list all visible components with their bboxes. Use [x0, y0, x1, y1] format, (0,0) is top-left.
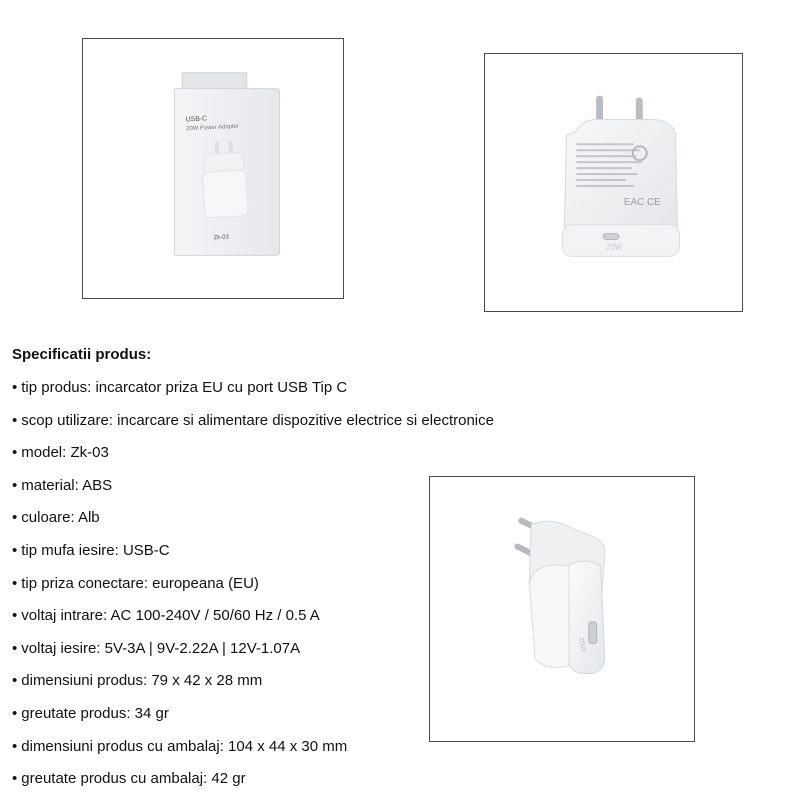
specs-title: Specificatii produs:	[12, 346, 152, 363]
bullet-icon: •	[12, 639, 18, 657]
bullet-icon: •	[12, 411, 18, 429]
bullet-icon: •	[12, 737, 18, 755]
spec-item-input-voltage: • voltaj intrare: AC 100-240V / 50/60 Hz / 0.5 A	[12, 607, 320, 625]
spec-item-usage: • scop utilizare: incarcare si alimentare dispozitive electrice si electronice	[12, 411, 494, 429]
spec-item-package-dimensions: • dimensiuni produs cu ambalaj: 104 x 44 x 30 mm	[12, 737, 348, 755]
bullet-icon: •	[12, 509, 18, 527]
bullet-icon: •	[12, 379, 18, 396]
box-label-usbc: USB-C	[185, 115, 208, 124]
bullet-icon: •	[12, 607, 18, 625]
bullet-icon: •	[12, 770, 18, 788]
charger-back-illustration	[485, 54, 742, 311]
charger-marking: EAC CE	[623, 196, 661, 208]
bullet-icon: •	[12, 704, 18, 722]
charger-back-port-label: 20W	[606, 242, 623, 252]
spec-item-color: • culoare: Alb	[12, 509, 100, 527]
spec-item-output-voltage: • voltaj iesire: 5V-3A | 9V-2.22A | 12V-1.07A	[12, 639, 301, 657]
bullet-icon: •	[12, 476, 18, 494]
spec-item-product-type: • tip produs: incarcator priza EU cu port USB Tip C	[12, 379, 348, 396]
bullet-icon: •	[12, 574, 18, 592]
product-image-box	[82, 38, 344, 299]
bullet-icon: •	[12, 541, 18, 559]
spec-item-plug-type: • tip priza conectare: europeana (EU)	[12, 574, 259, 592]
spec-item-output-connector: • tip mufa iesire: USB-C	[12, 541, 170, 559]
spec-item-weight: • greutate produs: 34 gr	[12, 704, 169, 722]
specs-list	[12, 379, 494, 803]
box-label-power: 20W Power Adapter	[185, 123, 240, 133]
box-illustration	[83, 39, 343, 298]
bullet-icon: •	[12, 444, 18, 462]
spec-item-model: • model: Zk-03	[12, 444, 109, 462]
spec-item-material: • material: ABS	[12, 476, 113, 494]
charger-side-port-label: 20W	[576, 636, 587, 653]
bullet-icon: •	[12, 672, 18, 690]
box-label-model: Zk-03	[213, 234, 230, 242]
spec-item-package-weight: • greutate produs cu ambalaj: 42 gr	[12, 770, 246, 788]
product-image-back	[484, 53, 743, 312]
spec-item-dimensions: • dimensiuni produs: 79 x 42 x 28 mm	[12, 672, 263, 690]
